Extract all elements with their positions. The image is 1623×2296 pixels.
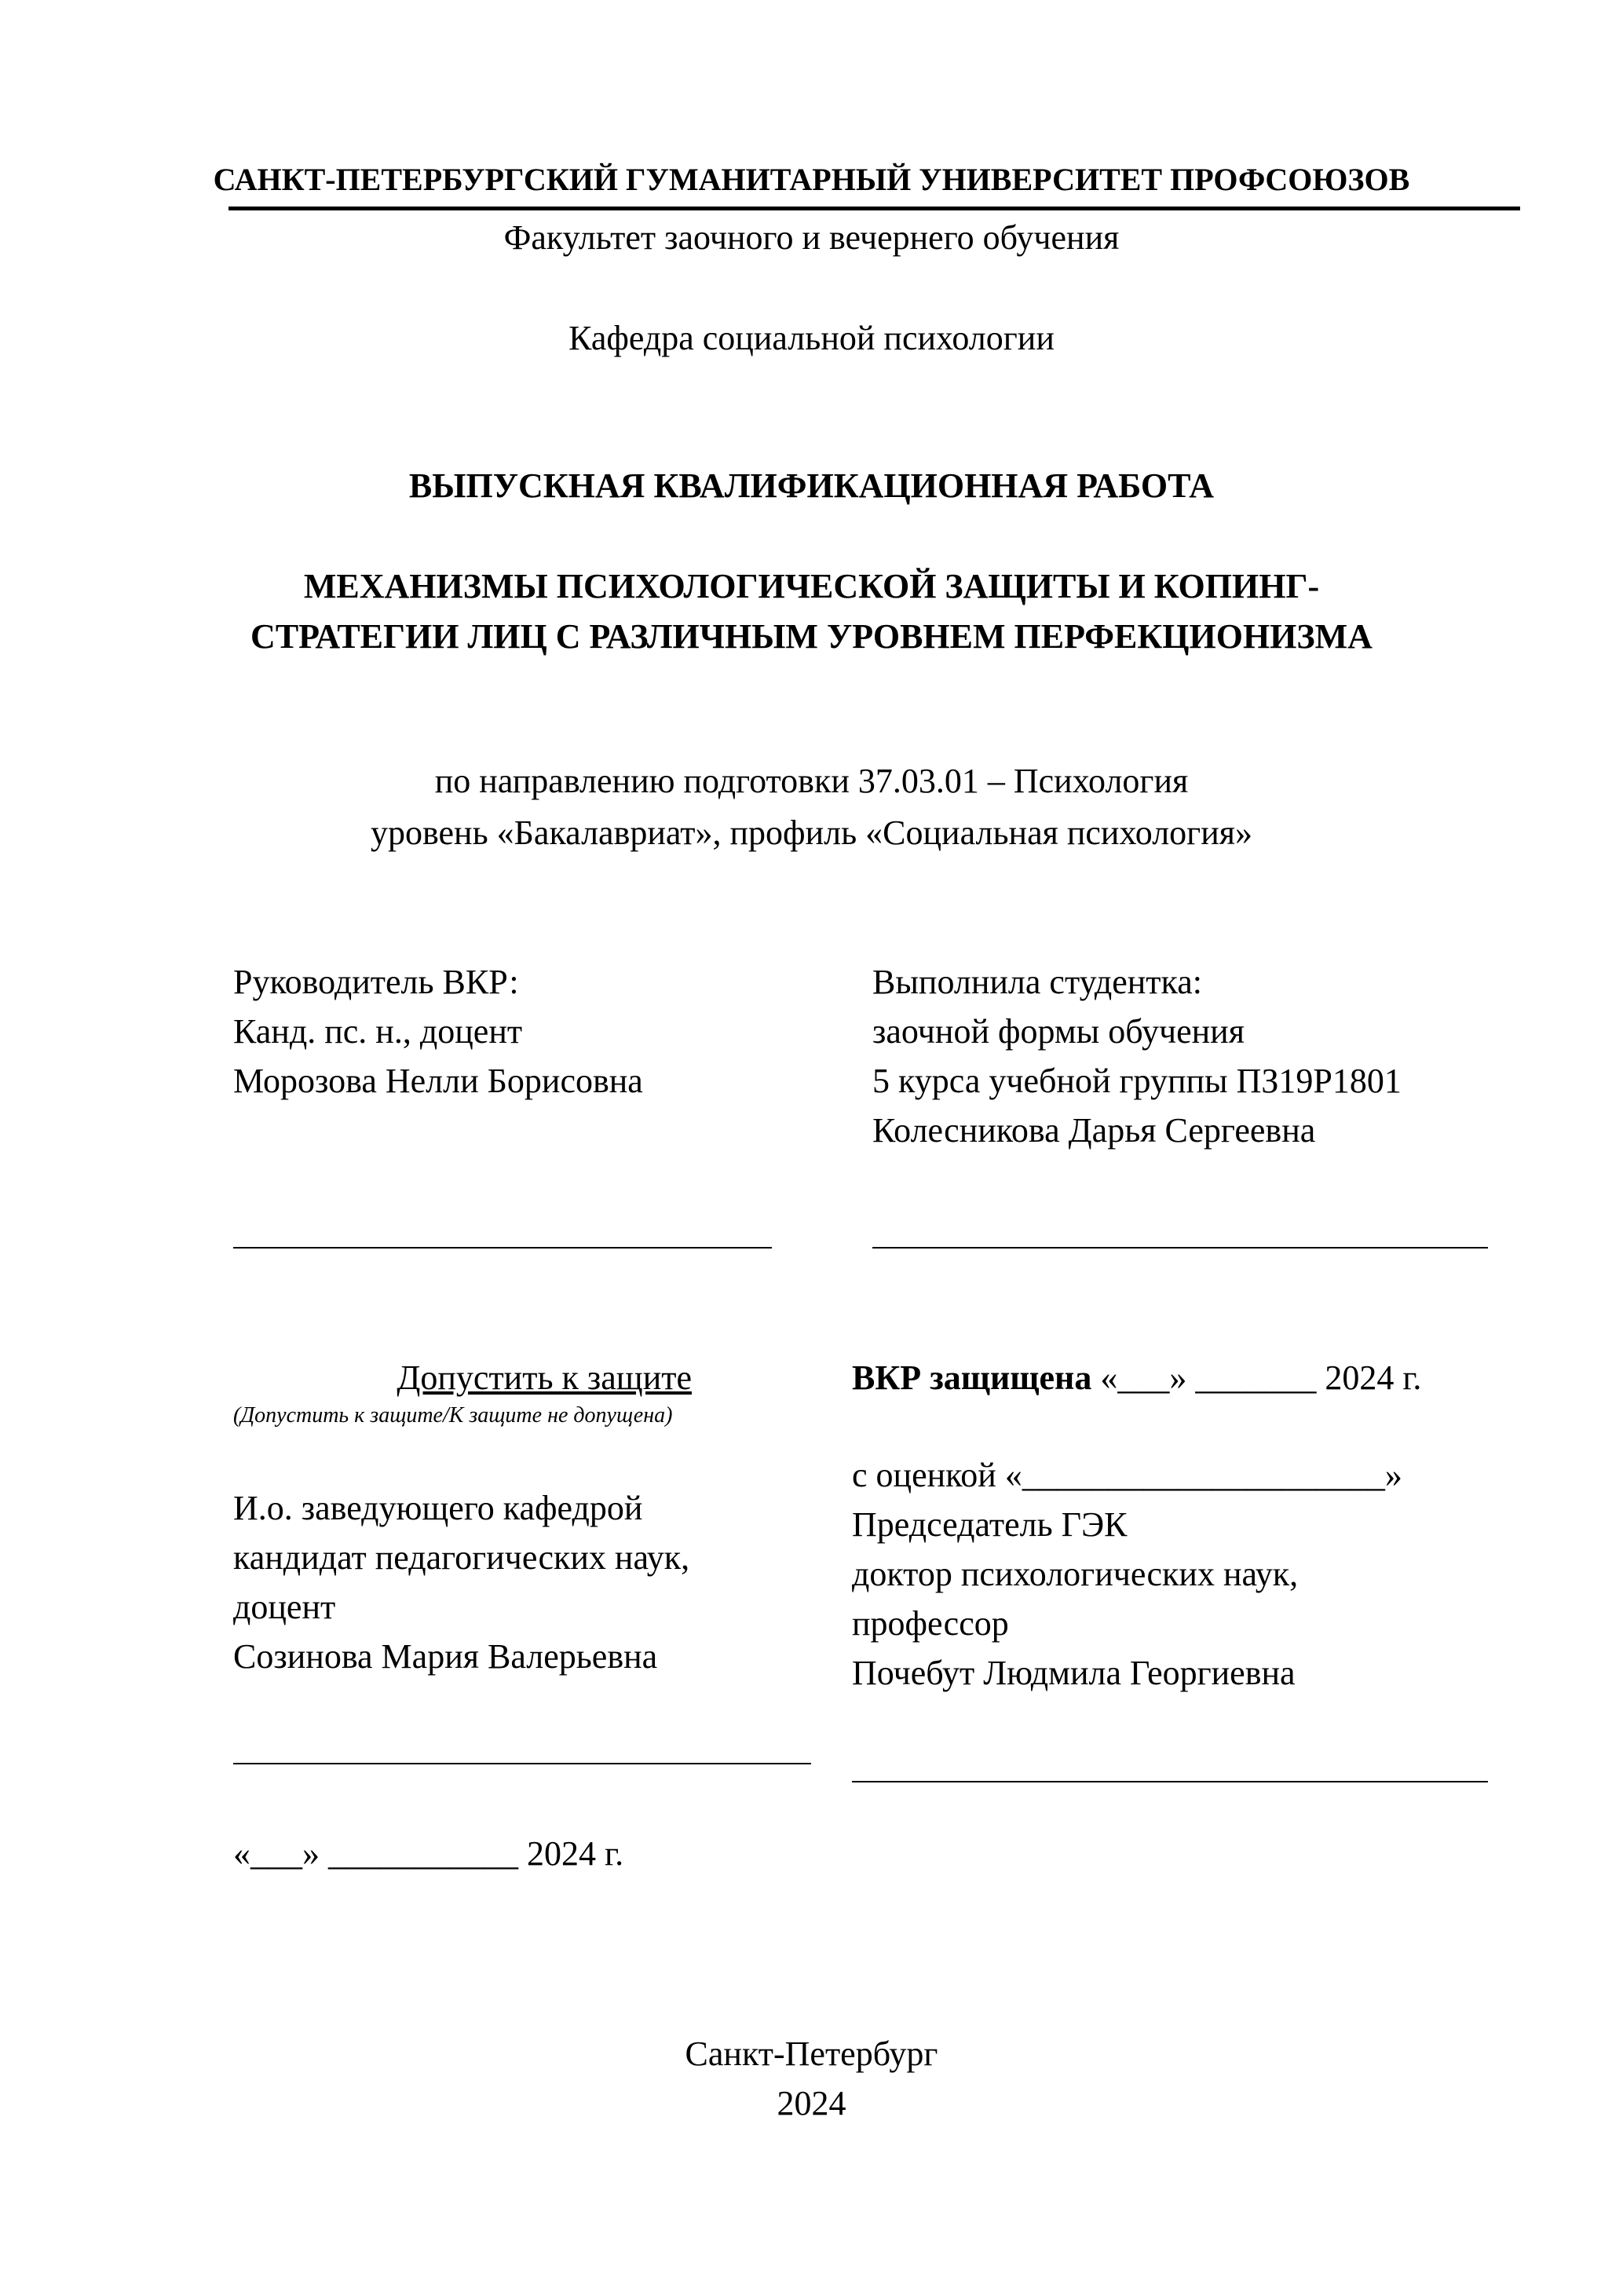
student-label: Выполнила студентка:	[872, 963, 1202, 1001]
department-name: Кафедра социальной психологии	[568, 319, 1055, 357]
university-name: САНКТ-ПЕТЕРБУРГСКИЙ ГУМАНИТАРНЫЙ УНИВЕРСИТЕТ ПРОФСОЮЗОВ	[213, 162, 1410, 197]
admission-hint: (Допустить к защите/К защите не допущена)	[233, 1403, 673, 1428]
head-degree: кандидат педагогических наук,	[233, 1538, 690, 1577]
faculty-name: Факультет заочного и вечернего обучения	[503, 218, 1120, 257]
admission-date: «___» ___________ 2024 г.	[233, 1834, 624, 1873]
header-rule	[228, 207, 1520, 210]
supervisor-label: Руководитель ВКР:	[233, 963, 519, 1001]
defense-grade: с оценкой «_____________________»	[852, 1456, 1402, 1494]
footer-year: 2024	[777, 2084, 846, 2122]
topic-line-1: МЕХАНИЗМЫ ПСИХОЛОГИЧЕСКОЙ ЗАЩИТЫ И КОПИНГ-	[303, 567, 1320, 605]
supervisor-name: Морозова Нелли Борисовна	[233, 1062, 643, 1100]
chair-signature-line	[852, 1781, 1488, 1782]
footer-city: Санкт-Петербург	[685, 2035, 938, 2073]
supervisor-signature-line	[233, 1247, 772, 1249]
head-rank: доцент	[233, 1588, 336, 1626]
student-group: 5 курса учебной группы ПЗ19Р1801	[872, 1062, 1402, 1100]
chair-name: Почебут Людмила Георгиевна	[852, 1654, 1296, 1692]
direction-line-1: по направлению подготовки 37.03.01 – Психология	[434, 762, 1189, 800]
head-title: И.о. заведующего кафедрой	[233, 1489, 643, 1527]
student-signature-line	[872, 1247, 1488, 1249]
chair-title: Председатель ГЭК	[852, 1505, 1128, 1544]
defense-date: «___» _______ 2024 г.	[1091, 1358, 1422, 1397]
document-type: ВЫПУСКНАЯ КВАЛИФИКАЦИОННАЯ РАБОТА	[408, 466, 1215, 505]
chair-rank: профессор	[852, 1604, 1009, 1643]
chair-degree: доктор психологических наук,	[852, 1555, 1299, 1593]
student-form: заочной формы обучения	[872, 1012, 1245, 1051]
supervisor-degree: Канд. пс. н., доцент	[233, 1012, 523, 1051]
head-signature-line	[233, 1763, 811, 1764]
defense-status: ВКР защищена	[852, 1358, 1092, 1397]
topic-line-2: СТРАТЕГИИ ЛИЦ С РАЗЛИЧНЫМ УРОВНЕМ ПЕРФЕКЦИОНИЗМА	[250, 617, 1373, 656]
head-name: Созинова Мария Валерьевна	[233, 1637, 658, 1676]
student-name: Колесникова Дарья Сергеевна	[872, 1111, 1316, 1150]
admission-decision: Допустить к защите	[397, 1358, 692, 1397]
direction-line-2: уровень «Бакалавриат», профиль «Социальная психология»	[371, 813, 1252, 852]
